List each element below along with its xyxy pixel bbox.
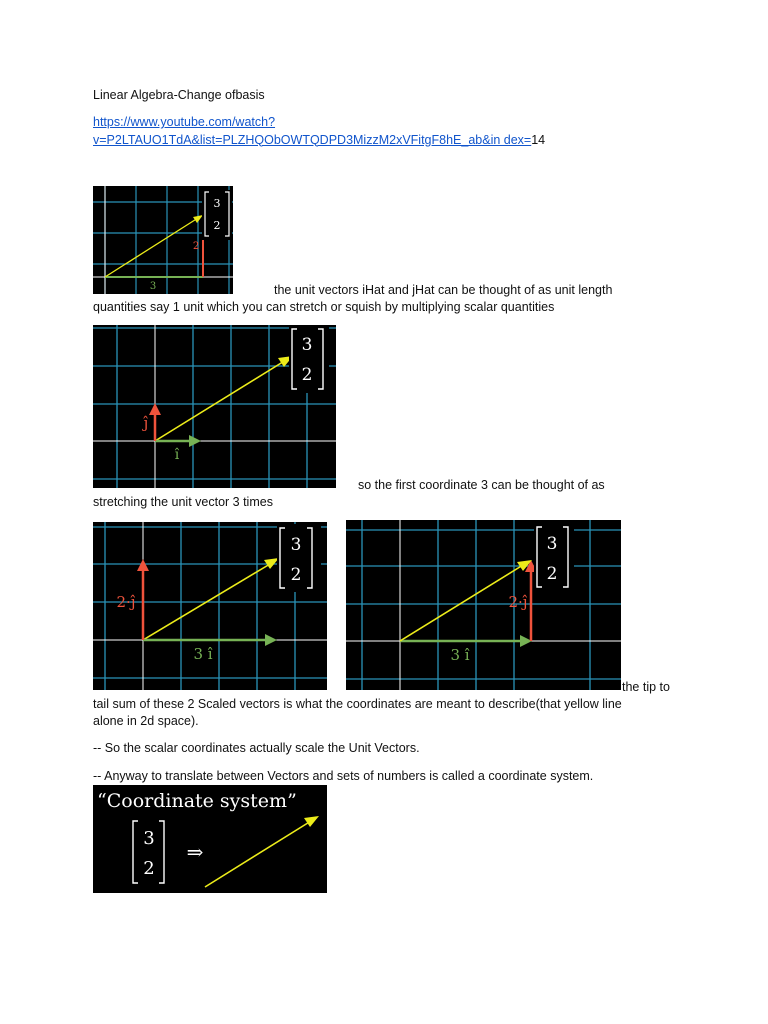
- figure-coordinate-system: [93, 785, 327, 893]
- fig5-coord-bottom: 2: [143, 858, 155, 879]
- paragraph-5: -- Anyway to translate between Vectors and sets of numbers is called a coordinate system.: [93, 769, 594, 783]
- figure-scaled-vectors-right: [346, 520, 621, 690]
- fig5-heading: “Coordinate system”: [97, 790, 297, 812]
- paragraph-3-line-2: tail sum of these 2 Scaled vectors is what the coordinates are meant to describe(that yellow line: [93, 697, 622, 711]
- paragraph-4: -- So the scalar coordinates actually scale the Unit Vectors.: [93, 741, 420, 755]
- fig5-implies-arrow: ⇒: [186, 840, 204, 864]
- figure-5-svg: [93, 785, 327, 893]
- link-suffix: 14: [531, 132, 546, 147]
- figure-basis-vector-small: [93, 186, 233, 294]
- document-title: Linear Algebra-Change ofbasis: [93, 88, 265, 102]
- fig2-j-hat-label: ĵ: [143, 414, 149, 432]
- figure-unit-vectors: [93, 325, 336, 488]
- fig2-coord-top: 3: [301, 335, 313, 355]
- fig5-coord-top: 3: [143, 828, 155, 849]
- paragraph-2-line-2: stretching the unit vector 3 times: [93, 495, 273, 509]
- link-line-1[interactable]: https://www.youtube.com/watch?: [93, 115, 276, 129]
- fig2-i-hat-label: î: [174, 447, 180, 463]
- link-line-2[interactable]: v=P2LTAUO1TdA&list=PLZHQObOWTQDPD3MizzM2xVFitgF8hE_ab&in dex=: [93, 132, 532, 147]
- paragraph-1-line-2: quantities say 1 unit which you can stretch or squish by multiplying scalar quantities: [93, 300, 555, 314]
- fig4-coord-bottom: 2: [546, 564, 558, 584]
- fig2-coord-bottom: 2: [301, 365, 313, 385]
- fig3-coord-top: 3: [290, 535, 302, 555]
- fig1-coord-top: 3: [213, 197, 221, 210]
- youtube-link[interactable]: [93, 114, 545, 149]
- figure-4-svg: [346, 520, 621, 690]
- paragraph-2-line-1: so the first coordinate 3 can be thought of as: [358, 478, 605, 492]
- fig4-scaled-j-label: 2·ĵ: [508, 593, 528, 611]
- figure-scaled-vectors-left: [93, 522, 327, 690]
- fig1-x-label: 3: [149, 281, 157, 292]
- paragraph-3-line-3: alone in 2d space).: [93, 714, 199, 728]
- figure-3-svg: [93, 522, 327, 690]
- fig3-scaled-j-label: 2·ĵ: [116, 593, 136, 611]
- fig1-y-label: 2: [192, 241, 200, 252]
- fig4-scaled-i-label: 3 î: [450, 646, 470, 664]
- paragraph-3-line-1: the tip to: [622, 680, 670, 694]
- paragraph-1-line-1: the unit vectors iHat and jHat can be thought of as unit length: [274, 283, 613, 297]
- fig1-coord-bottom: 2: [213, 219, 221, 232]
- fig4-coord-top: 3: [546, 534, 558, 554]
- fig3-coord-bottom: 2: [290, 565, 302, 585]
- figure-2-svg: [93, 325, 336, 488]
- figure-1-svg: [93, 186, 233, 294]
- fig3-scaled-i-label: 3 î: [193, 645, 213, 663]
